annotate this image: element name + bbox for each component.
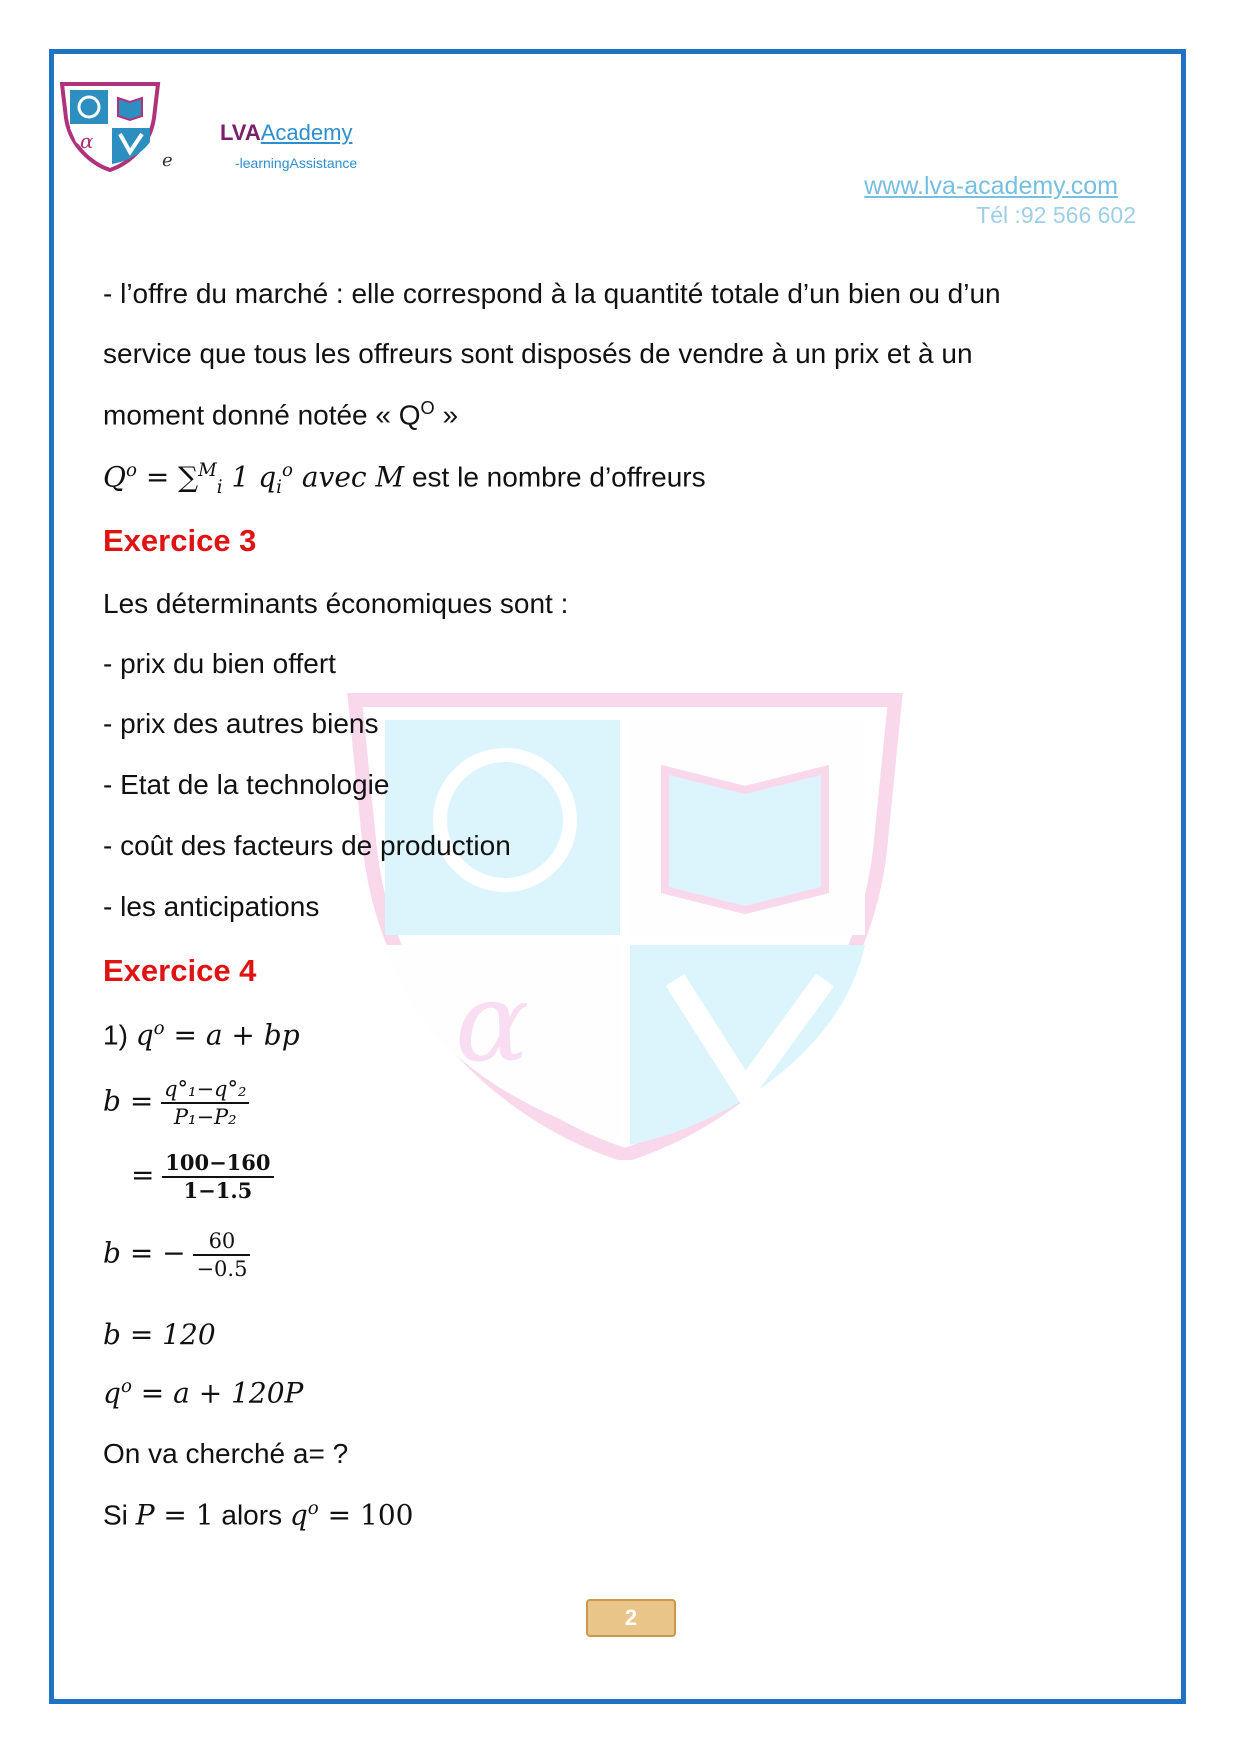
market-offer-formula: $Q^o = \sum^M_i$ 1 $q_i^o$ avec M est le nombre d’offreurs xyxy=(103,460,706,498)
slope-value: b = 120 xyxy=(103,1318,216,1351)
offer-definition-line-1: - l’offre du marché : elle correspond à la quantité totale d’un bien ou d’un xyxy=(103,278,1001,309)
offer-definition-line-3: moment donné notée « $Q^O$ » xyxy=(103,398,459,431)
slope-fraction-result: b = − $\frac{60}{-0.5}$ xyxy=(103,1228,250,1282)
brand-lva: LVA xyxy=(220,120,261,145)
svg-text:α: α xyxy=(455,958,530,1086)
list-item: - Etat de la technologie xyxy=(103,769,390,800)
svg-text:α: α xyxy=(80,129,94,153)
phone-number: Tél :92 566 602 xyxy=(976,202,1136,228)
exercise-3-heading: Exercice 3 xyxy=(103,523,257,558)
website-link[interactable]: www.lva-academy.com xyxy=(864,172,1118,200)
logo-e-mark: e xyxy=(162,150,173,171)
exercise-4-heading: Exercice 4 xyxy=(103,953,257,988)
condition-line: Si P = 1 alors $q^o = 100$ xyxy=(103,1498,414,1532)
list-item: - prix des autres biens xyxy=(103,708,379,739)
slope-fraction-general: b = $\frac{\text{q°₁−q°₂}}{\text{P₁−P₂}}$ xyxy=(103,1076,249,1130)
list-item: - les anticipations xyxy=(103,891,320,922)
page-number-badge: 2 xyxy=(586,1599,676,1637)
brand-tagline: -learningAssistance xyxy=(235,155,358,171)
exercise-3-intro: Les déterminants économiques sont : xyxy=(103,588,569,619)
search-a-line: On va cherché a= ? xyxy=(103,1438,349,1469)
supply-equation: $q^o = a + 120P$ xyxy=(103,1376,304,1410)
academy-logo xyxy=(58,80,162,172)
list-item: - coût des facteurs de production xyxy=(103,830,511,861)
shield-watermark xyxy=(345,690,905,1160)
question-1-formula: 1) $q^o = a$ + bp xyxy=(103,1018,300,1052)
brand-academy[interactable]: Academy xyxy=(260,120,353,145)
offer-definition-line-2: service que tous les offreurs sont disposés de vendre à un prix et à un xyxy=(103,338,973,369)
brand-name xyxy=(220,120,352,146)
slope-fraction-numeric: = $\frac{100-160}{1-1.5}$ xyxy=(131,1150,274,1204)
list-item: - prix du bien offert xyxy=(103,648,336,679)
